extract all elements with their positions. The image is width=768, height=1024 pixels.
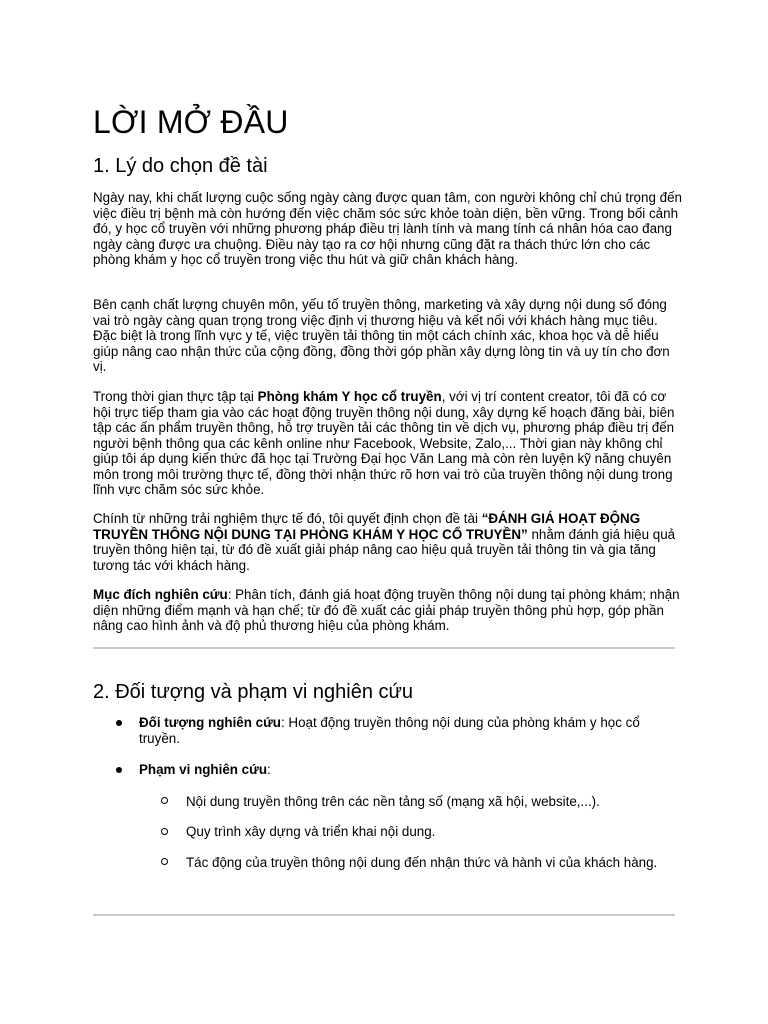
paragraph-text: Chính từ những trải nghiệm thực tế đó, tôi quyết định chọn đề tài	[93, 511, 482, 526]
circle-bullet-icon	[161, 797, 168, 804]
paragraph-text: nhằm đánh giá hiệu quả truyền thông hiện tại, từ đó đề xuất giải pháp nâng cao hiệu quả truyền tải thông tin và gia tăng tương tác với khách hàng.	[93, 526, 676, 573]
section-divider	[93, 914, 675, 916]
sub-list-item: Tác động của truyền thông nội dung đến nhận thức và hành vi của khách hàng.	[186, 855, 658, 870]
reason-paragraph-3	[93, 389, 683, 498]
clinic-name-bold: Phòng khám Y học cổ truyền	[257, 389, 442, 404]
paragraph-text: : Phân tích, đánh giá hoạt động truyền thông nội dung tại phòng khám; nhận diện những điểm mạnh và hạn chế; từ đó đề xuất các giải pháp truyền thông phù hợp, góp phần nâng cao hình ảnh và độ phủ thương hiệu của phòng khám.	[93, 587, 680, 633]
bullet-icon	[116, 720, 122, 726]
bullet-label: Đối tượng nghiên cứu	[139, 715, 281, 730]
circle-bullet-icon	[161, 858, 168, 865]
research-purpose-label: Mục đích nghiên cứu	[93, 587, 228, 602]
bullet-text: :	[267, 762, 271, 777]
list-item	[139, 762, 679, 778]
bullet-text: : Hoạt động truyền thông nội dung của phòng khám y học cổ truyền.	[139, 715, 640, 746]
list-item	[139, 715, 679, 746]
research-purpose-paragraph	[93, 587, 683, 634]
sub-list-item: Nội dung truyền thông trên các nền tảng số (mạng xã hội, website,...).	[186, 794, 600, 809]
document-title: LỜI MỞ ĐẦU	[93, 104, 289, 140]
section-1-heading: 1. Lý do chọn đề tài	[93, 155, 268, 177]
section-divider	[93, 647, 675, 649]
paragraph-text: Trong thời gian thực tập tại	[93, 389, 258, 404]
bullet-label: Phạm vi nghiên cứu	[139, 762, 268, 777]
sub-list-item: Quy trình xây dựng và triển khai nội dung.	[186, 824, 436, 839]
section-2-heading: 2. Đối tượng và phạm vi nghiên cứu	[93, 681, 414, 703]
circle-bullet-icon	[161, 828, 168, 835]
reason-paragraph-2: Bên cạnh chất lượng chuyên môn, yếu tố truyền thông, marketing và xây dựng nội dung số đóng vai trò ngày càng quan trọng trong việc định vị thương hiệu và kết nối với khách hàng mục tiêu. Đặc biệt là trong lĩnh vực y tế, việc truyền tải thông tin một cách chính xác, khoa học và dễ hiểu giúp nâng cao nhận thức của cộng đồng, đồng thời góp phần xây dựng lòng tin và uy tín cho đơn vị.	[93, 297, 670, 374]
paragraph-text: , với vị trí content creator, tôi đã có cơ hội trực tiếp tham gia vào các hoạt động truyền thông nội dung, xây dựng kế hoạch đăng bài, biên tập các ấn phẩm truyền thông, hỗ trợ truyền tải các thông tin về dịch vụ, phương pháp điều trị đến người bệnh thông qua các kênh online như Facebook, Website, Zalo,... Thời gian này không chỉ giúp tôi áp dụng kiến thức đã học tại Trường Đại học Văn Lang mà còn rèn luyện kỹ năng chuyên môn trong môi trường thực tế, đồng thời nhận thức rõ hơn vai trò của truyền thông nội dung trong lĩnh vực chăm sóc sức khỏe.	[93, 389, 675, 497]
thesis-topic-bold: “ĐÁNH GIÁ HOẠT ĐỘNG TRUYỀN THÔNG NỘI DUNG TẠI PHÒNG KHÁM Y HỌC CỔ TRUYỀN”	[93, 511, 641, 542]
reason-paragraph-1: Ngày nay, khi chất lượng cuộc sống ngày càng được quan tâm, con người không chỉ chú trọng đến việc điều trị bệnh mà còn hướng đến việc chăm sóc sức khỏe toàn diện, bền vững. Trong bối cảnh đó, y học cổ truyền với những phương pháp điều trị lành tính và mang tính cá nhân hóa cao đang ngày càng được ưa chuộng. Điều này tạo ra cơ hội nhưng cũng đặt ra thách thức lớn cho các phòng khám y học cổ truyền trong việc thu hút và giữ chân khách hàng.	[93, 190, 682, 267]
bullet-icon	[116, 767, 122, 773]
reason-paragraph-4	[93, 511, 683, 573]
